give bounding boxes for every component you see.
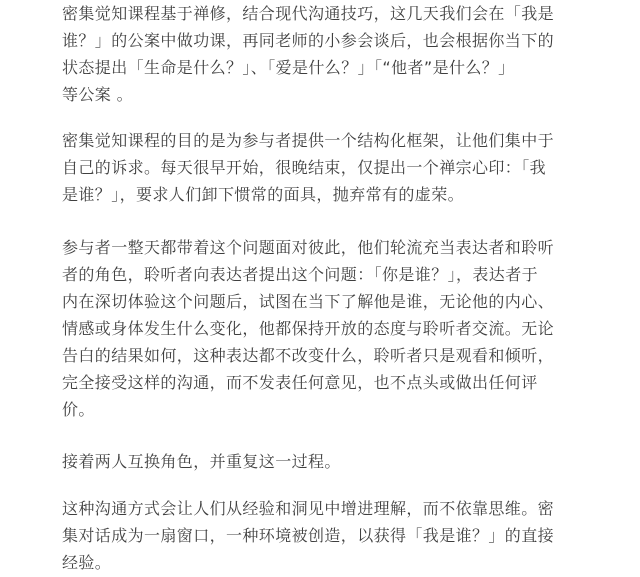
text-line: 者的角色，聆听者向表达者提出这个问题：「你是谁？」，表达者于 [62, 265, 539, 284]
paragraph-participant-process [62, 234, 592, 423]
text-line: 告白的结果如何，这种表达都不改变什么，聆听者只是观看和倾听， [62, 346, 555, 365]
text-line: 谁？」的公案中做功课，再同老师的小参会谈后，也会根据你当下的 [62, 31, 555, 50]
text-line: 这种沟通方式会让人们从经验和洞见中增进理解，而不依靠思维。密 [62, 499, 555, 518]
text-line: 是谁？」，要求人们卸下惯常的面具，抛弃常有的虚荣。 [62, 185, 465, 204]
paragraph-course-intro [62, 0, 592, 108]
text-line: 情感或身体发生什么变化，他都保持开放的态度与聆听者交流。无论 [62, 319, 555, 338]
text-line: 内在深切体验这个问题后，试图在当下了解他是谁，无论他的内心、 [62, 292, 555, 311]
text-line: 经验。 [62, 553, 112, 572]
text-line: 自己的诉求。每天很早开始，很晚结束，仅提出一个禅宗心印：「我 [62, 158, 547, 177]
text-line: 密集觉知课程基于禅修，结合现代沟通技巧，这几天我们会在「我是 [62, 4, 555, 23]
text-line: 密集觉知课程的目的是为参与者提供一个结构化框架，让他们集中于 [62, 131, 555, 150]
text-line: 状态提出「生命是什么？」、「爱是什么？」「“他者”是什么？」 [62, 58, 515, 77]
text-line: 参与者一整天都带着这个问题面对彼此，他们轮流充当表达者和聆听 [62, 238, 555, 257]
paragraph-role-swap [62, 448, 592, 475]
text-line: 接着两人互换角色，并重复这一过程。 [62, 452, 341, 471]
text-line: 等公案 。 [62, 85, 134, 104]
text-line: 完全接受这样的沟通，而不发表任何意见，也不点头或做出任何评 [62, 373, 538, 392]
text-line: 价。 [62, 400, 95, 419]
text-line: 集对话成为一扇窗口，一种环境被创造，以获得「我是谁？」的直接 [62, 526, 555, 545]
paragraph-course-purpose [62, 127, 592, 208]
paragraph-communication-method [62, 495, 592, 576]
